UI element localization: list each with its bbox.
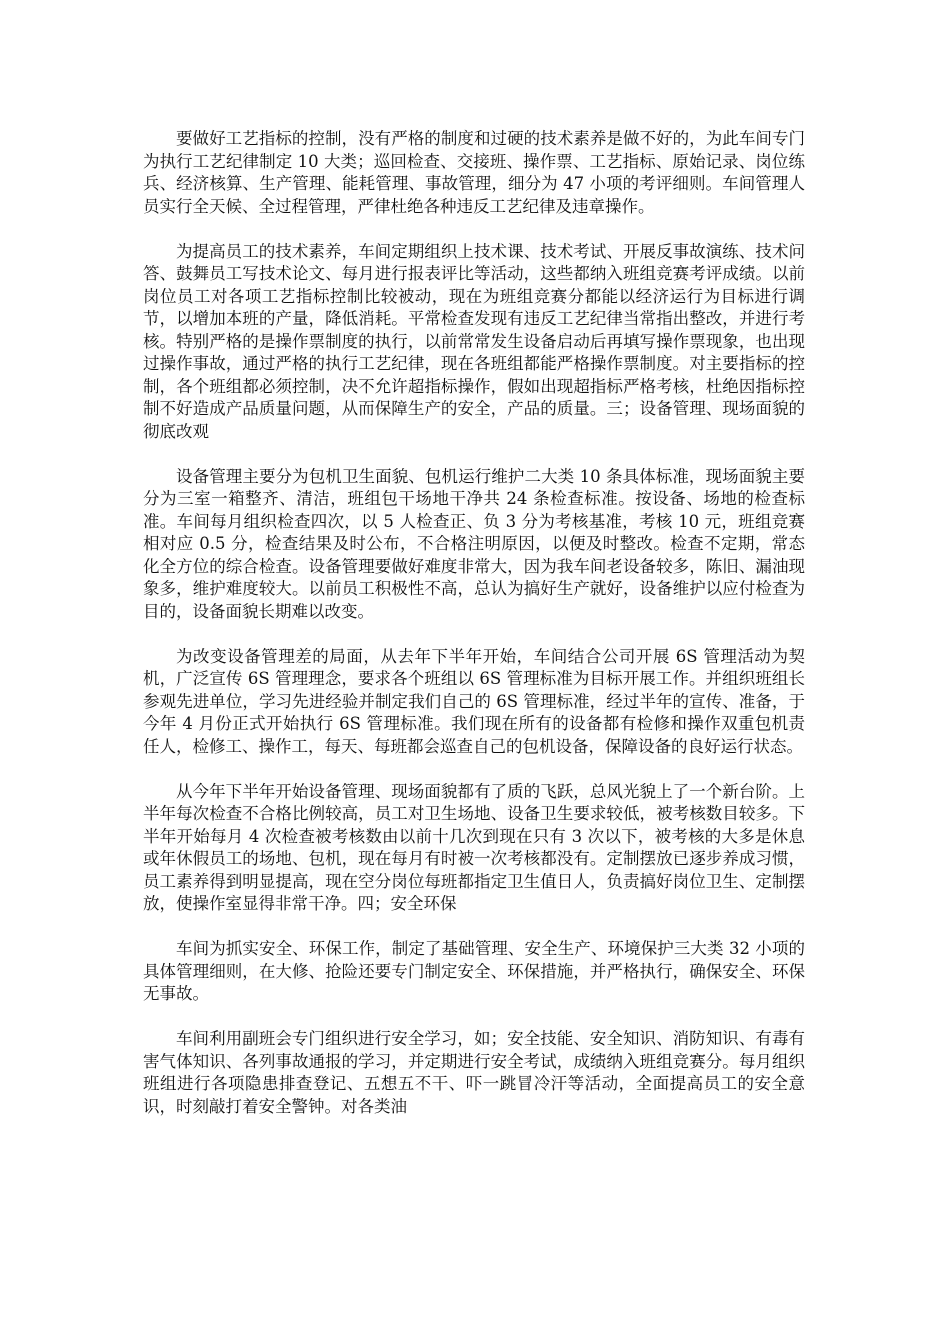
paragraph-equipment-standards: 设备管理主要分为包机卫生面貌、包机运行维护二大类 10 条具体标准，现场面貌主要分为三室一箱整齐、清洁，班组包干场地干净共 24 条检查标准。按设备、场地的检查标准。车间每月组织检查四次，以 5 人检查正、负 3 分为考核基准，考核 10 元，班组竞赛相对应 0.5 分，检查结果及时公布，不合格注明原因，以便及时整改。检查不定期，常态化全方位的综合检查。设备管理要做好难度非常大，因为我车间老设备较多，陈旧、漏油现象多，维护难度较大。以前员工积极性不高，总认为搞好生产就好，设备维护以应付检查为目的，设备面貌长期难以改变。	[143, 466, 805, 621]
paragraph-technical-training: 为提高员工的技术素养，车间定期组织上技术课、技术考试、开展反事故演练、技术问答、鼓舞员工写技术论文、每月进行报表评比等活动，这些都纳入班组竞赛考评成绩。以前岗位员工对各项工艺指标控制比较被动，现在为班组竞赛分都能以经济运行为目标进行调节，以增加本班的产量，降低消耗。平常检查发现有违反工艺纪律当常指出整改，并进行考核。特别严格的是操作票制度的执行，以前常常发生设备启动后再填写操作票现象，也出现过操作事故，通过严格的执行工艺纪律，现在各班组都能严格操作票制度。对主要指标的控制，各个班组都必须控制，决不允许超指标操作，假如出现超指标严格考核，杜绝因指标控制不好造成产品质量问题，从而保障生产的安全，产品的质量。三；设备管理、现场面貌的彻底改观	[143, 241, 805, 441]
paragraph-process-discipline: 要做好工艺指标的控制，没有严格的制度和过硬的技术素养是做不好的，为此车间专门为执行工艺纪律制定 10 大类；巡回检查、交接班、操作票、工艺指标、原始记录、岗位练兵、经济核算、生产管理、能耗管理、事故管理，细分为 47 小项的考评细则。车间管理人员实行全天候、全过程管理，严律杜绝各种违反工艺纪律及违章操作。	[143, 129, 805, 216]
paragraph-6s-management: 为改变设备管理差的局面，从去年下半年开始，车间结合公司开展 6S 管理活动为契机，广泛宣传 6S 管理理念，要求各个班组以 6S 管理标准为目标开展工作。并组织班组长参观先进单位，学习先进经验并制定我们自己的 6S 管理标准，经过半年的宣传、准备，于今年 4 月份正式开始执行 6S 管理标准。我们现在所有的设备都有检修和操作双重包机责任人，检修工、操作工，每天、每班都会巡查自己的包机设备，保障设备的良好运行状态。	[143, 646, 805, 756]
document-page	[143, 128, 805, 1141]
paragraph-safety-rules: 车间为抓实安全、环保工作，制定了基础管理、安全生产、环境保护三大类 32 小项的具体管理细则，在大修、抢险还要专门制定安全、环保措施，并严格执行，确保安全、环保无事故。	[143, 939, 805, 1003]
paragraph-site-improvement: 从今年下半年开始设备管理、现场面貌都有了质的飞跃，总风光貌上了一个新台阶。上半年每次检查不合格比例较高，员工对卫生场地、设备卫生要求较低，被考核数目较多。下半年开始每月 4 次检查被考核数由以前十几次到现在只有 3 次以下，被考核的大多是休息或年休假员工的场地、包机，现在每月有时被一次考核都没有。定制摆放已逐步养成习惯，员工素养得到明显提高，现在空分岗位每班都指定卫生值日人，负责搞好岗位卫生、定制摆放，使操作室显得非常干净。四；安全环保	[143, 781, 805, 913]
paragraph-safety-training: 车间利用副班会专门组织进行安全学习，如；安全技能、安全知识、消防知识、有毒有害气体知识、各列事故通报的学习，并定期进行安全考试，成绩纳入班组竞赛分。每月组织班组进行各项隐患排查登记、五想五不干、吓一跳冒冷汗等活动，全面提高员工的安全意识，时刻敲打着安全警钟。对各类油	[143, 1029, 805, 1116]
